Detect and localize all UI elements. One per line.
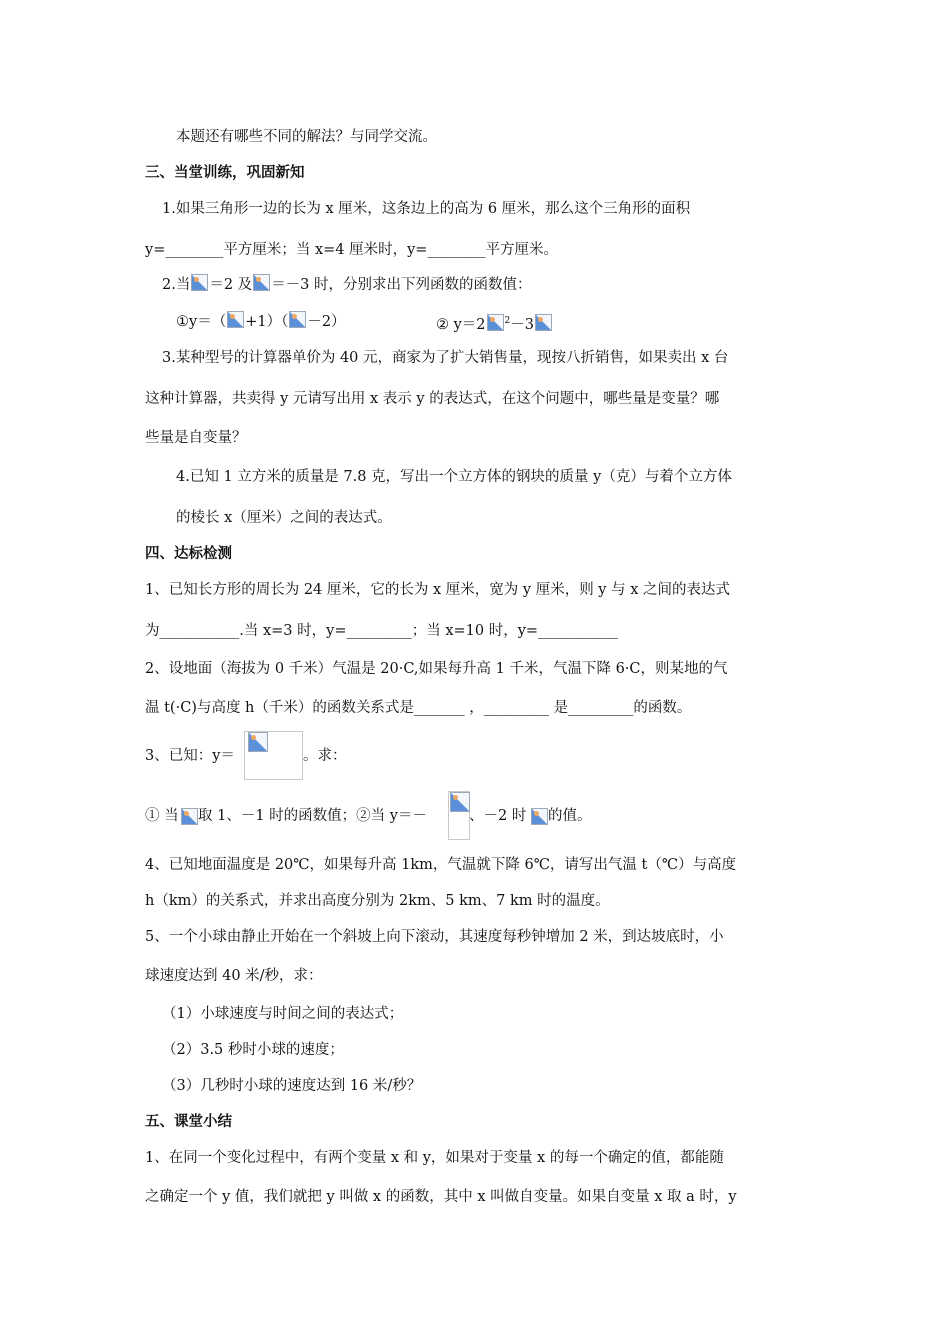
section-5-heading: 五、课堂小结	[145, 1114, 232, 1130]
formula-frame	[448, 791, 470, 840]
formula-image-icon	[289, 311, 306, 328]
formula-image-icon	[181, 808, 198, 825]
q2-item-2-exponent: 2	[504, 316, 511, 326]
p3-sub-c: 、－2 时	[469, 808, 527, 824]
section-4-heading: 四、达标检测	[145, 546, 232, 562]
formula-frame	[244, 731, 303, 780]
p1-line-1: 1、已知长方形的周长为 24 厘米，它的长为 x 厘米，宽为 y 厘米，则 y 与 x 之间的表达式	[145, 582, 731, 598]
q2-item-2b: －3	[510, 317, 534, 333]
intro-text: 本题还有哪些不同的解法？与同学交流。	[176, 129, 437, 145]
q2-line	[162, 274, 532, 295]
formula-image-icon	[227, 311, 244, 328]
q2-text-c: ＝－3 时，分别求出下列函数的函数值：	[271, 277, 532, 293]
q4-line-1: 4.已知 1 立方米的质量是 7.8 克，写出一个立方体的钢块的质量 y（克）与着个立方体	[176, 469, 732, 485]
summary-line-1: 1、在同一个变化过程中，有两个变量 x 和 y，如果对于变量 x 的每一个确定的值，都能随	[145, 1150, 724, 1166]
summary-line-2: 之确定一个 y 值，我们就把 y 叫做 x 的函数，其中 x 叫做自变量。如果自变量 x 取 a 时，y	[145, 1189, 737, 1205]
formula-image-icon	[531, 808, 548, 825]
p2-line-2: 温 t(·C)与高度 h（千米）的函数关系式是_______ ，_________ 是_________的函数。	[145, 700, 692, 716]
q2-item-1a: ①y＝（	[176, 314, 227, 330]
formula-image-icon	[248, 732, 268, 752]
q3-line-2: 这种计算器，共卖得 y 元请写出用 x 表示 y 的表达式，在这个问题中，哪些量是变量？哪	[145, 391, 720, 407]
p3-sub-d: 的值。	[548, 808, 592, 824]
formula-image-icon	[253, 274, 270, 291]
p5-item-1: （1）小球速度与时间之间的表达式；	[162, 1006, 404, 1022]
p5-line-2: 球速度达到 40 米/秒，求：	[145, 968, 323, 984]
q2-items-line	[176, 311, 346, 332]
q2-text-b: ＝2 及	[209, 277, 253, 293]
q1-line-1: 1.如果三角形一边的长为 x 厘米，这条边上的高为 6 厘米，那么这个三角形的面积	[162, 201, 691, 217]
p2-line-1: 2、设地面（海拔为 0 千米）气温是 20·C,如果每升高 1 千米，气温下降 6·C，则某地的气	[145, 661, 728, 677]
p5-item-3: （3）几秒时小球的速度达到 16 米/秒？	[162, 1078, 422, 1094]
q4-line-2: 的棱长 x（厘米）之间的表达式。	[176, 510, 392, 526]
q3-line-1: 3.某种型号的计算器单价为 40 元，商家为了扩大销售量，现按八折销售，如果卖出 x 台	[162, 350, 729, 366]
p5-line-1: 5、一个小球由静止开始在一个斜坡上向下滚动，其速度每秒钟增加 2 米，到达坡底时，小	[145, 929, 724, 945]
q2-item-1c: －2）	[307, 314, 346, 330]
q2-item-2	[436, 311, 553, 335]
q2-item-2a: ② y＝2	[436, 317, 486, 333]
q2-text-a: 2.当	[162, 277, 191, 293]
p3-sub-b: 取 1、－1 时的函数值；②当 y＝－	[198, 808, 427, 824]
formula-image-icon	[191, 274, 208, 291]
section-3-heading: 三、当堂训练，巩固新知	[145, 165, 305, 181]
q1-line-2: y=________平方厘米；当 x=4 厘米时，y=________平方厘米。	[145, 242, 558, 258]
p3-sub-a: ① 当	[145, 808, 179, 824]
p3-text-a: 3、已知：y＝	[145, 748, 235, 764]
q2-item-1b: +1）（	[245, 314, 289, 330]
formula-image-icon	[487, 314, 504, 331]
p4-line-2: h（km）的关系式，并求出高度分别为 2km、5 km、7 km 时的温度。	[145, 893, 610, 909]
p1-line-2: 为___________.当 x=3 时，y=_________；当 x=10 时，y=___________	[145, 623, 618, 639]
p3-text-b: 。求：	[303, 748, 347, 764]
p4-line-1: 4、已知地面温度是 20℃，如果每升高 1km，气温就下降 6℃，请写出气温 t（℃）与高度	[145, 857, 737, 873]
p5-item-2: （2）3.5 秒时小球的速度；	[162, 1042, 344, 1058]
formula-image-icon	[450, 792, 470, 812]
q3-line-3: 些量是自变量？	[145, 430, 247, 446]
formula-image-icon	[535, 314, 552, 331]
